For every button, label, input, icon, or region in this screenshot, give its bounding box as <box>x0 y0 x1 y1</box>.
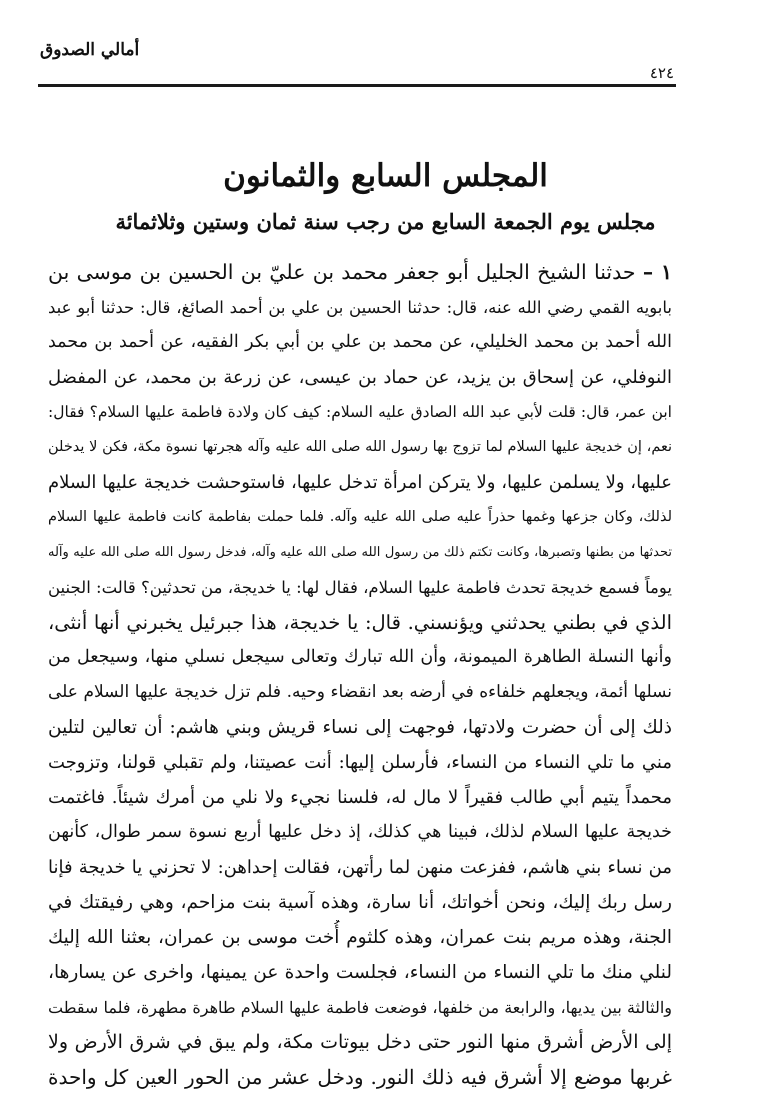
text-line: لنلي منك ما تلي النساء من النساء، فجلست واحدة عن يمينها، واخرى عن يسارها، <box>48 962 672 983</box>
text-line: خديجة عليها السلام لذلك، فبينا هي كذلك، إذ دخل عليها أربع نسوة سمر طوال، كأنهن <box>48 822 672 842</box>
text-line: نسلها أئمة، ويجعلهم خلفاءه في أرضه بعد انقضاء وحيه. فلم تزل خديجة عليها السلام على <box>48 682 672 702</box>
hadith-body <box>48 255 672 1095</box>
header-rule <box>38 84 676 87</box>
text-line: الله أحمد بن محمد الخليلي، عن محمد بن علي بن أبي بكر الفقيه، عن أحمد بن محمد <box>48 332 672 352</box>
text-line: محمداً يتيم أبي طالب فقيراً لا مال له، فلسنا نجيء ولا نلي من أمرك شيئاً. فاغتمت <box>48 787 672 808</box>
text-line: نعم، إن خديجة عليها السلام لما تزوج بها رسول الله صلى الله عليه وآله هجرتها نسوة مكة، فكن لا يدخلن <box>48 439 672 455</box>
text-line <box>48 255 672 290</box>
chapter-subtitle: مجلس يوم الجمعة السابع من رجب سنة ثمان وستين وثلاثمائة <box>115 209 656 234</box>
text-line: وأنها النسلة الطاهرة الميمونة، وأن الله تبارك وتعالى سيجعل نسلي منها، وسيجعل من <box>48 647 672 667</box>
text-line: والثالثة بين يديها، والرابعة من خلفها، فوضعت فاطمة عليها السلام طاهرة مطهرة، فلما سقطت <box>48 998 672 1017</box>
text-line: إلى الأرض أشرق منها النور حتى دخل بيوتات مكة، ولم يبق في شرق الأرض ولا <box>48 1031 672 1053</box>
text-line-content: حدثنا الشيخ الجليل أبو جعفر محمد بن عليّ بن الحسين بن موسى بن <box>48 260 636 284</box>
text-line: الذي في بطني يحدثني ويؤنسني. قال: يا خديجة، هذا جبرئيل يخبرني أنها أنثى، <box>48 611 672 634</box>
chapter-title: المجلس السابع والثمانون <box>223 158 548 194</box>
text-line: مني ما تلي النساء من النساء، فأرسلن إليها: أنت عصيتنا، ولم تقبلي قولنا، وتزوجت <box>48 752 672 773</box>
text-line: تحدثها من بطنها وتصبرها، وكانت تكتم ذلك من رسول الله صلى الله عليه وآله، فدخل رسول الله صلى الله عليه وآله <box>48 545 672 560</box>
text-line: غربها موضع إلا أشرق فيه ذلك النور. ودخل عشر من الحور العين كل واحدة <box>48 1065 672 1089</box>
text-line: لذلك، وكان جزعها وغمها حذراً عليه صلى الله عليه وآله. فلما حملت بفاطمة كانت فاطمة عليها السلام <box>48 509 672 525</box>
text-line: ابن عمر، قال: قلت لأبي عبد الله الصادق عليه السلام: كيف كان ولادة فاطمة عليها السلام؟ فقال: <box>48 403 672 421</box>
text-line: يوماً فسمع خديجة تحدث فاطمة عليها السلام، فقال لها: يا خديجة، من تحدثين؟ قالت: الجنين <box>48 578 672 597</box>
text-line: بابويه القمي رضي الله عنه، قال: حدثنا الحسين بن علي بن أحمد الصائغ، قال: حدثنا أبو عبد <box>48 298 672 317</box>
text-line: النوفلي، عن إسحاق بن يزيد، عن حماد بن عيسى، عن زرعة بن محمد، عن المفضل <box>48 367 672 388</box>
text-line: الجنة، وهذه مريم بنت عمران، وهذه كلثوم أُخت موسى بن عمران، بعثنا الله إليك <box>48 927 672 948</box>
text-line: عليها، ولا يسلمن عليها، ولا يتركن امرأة تدخل عليها، فاستوحشت خديجة عليها السلام <box>48 472 672 493</box>
running-header <box>38 34 676 84</box>
text-line: من نساء بني هاشم، ففزعت منهن لما رأتهن، فقالت إحداهن: لا تحزني يا خديجة فإنا <box>48 857 672 878</box>
book-title: أمالي الصدوق <box>40 40 140 60</box>
text-line: ذلك إلى أن حضرت ولادتها، فوجهت إلى نساء قريش وبني هاشم: أن تعالين لتلين <box>48 717 672 738</box>
text-line: رسل ربك إليك، ونحن أخواتك، أنا سارة، وهذه آسية بنت مزاحم، وهي رفيقتك في <box>48 892 672 913</box>
hadith-number: ١ – <box>642 260 672 284</box>
page-number: ٤٢٤ <box>649 64 674 82</box>
